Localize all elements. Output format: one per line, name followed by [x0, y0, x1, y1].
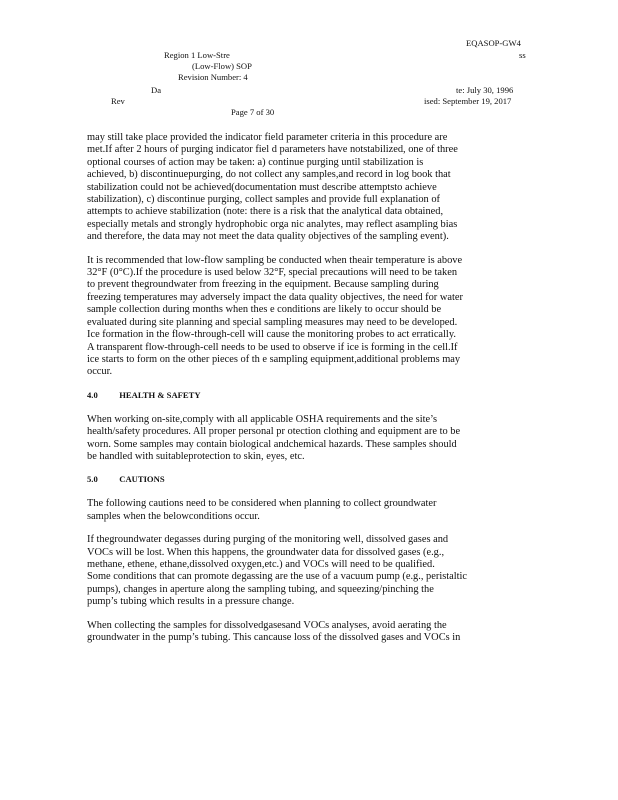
text-line: to prevent thegroundwater from freezing in the equipment. Because sampling during [87, 279, 439, 291]
paragraph-cautions-intro [87, 498, 517, 523]
section-title: CAUTIONS [119, 474, 165, 485]
text-line: and therefore, the data may not meet the data quality objectives of the sampling event). [87, 231, 449, 243]
page-number: Page 7 of 30 [231, 107, 275, 117]
paragraph-osha [87, 414, 517, 464]
text-line: occur. [87, 366, 113, 378]
text-line: stabilization could not be achieved(documentation must describe attemptsto achieve [87, 181, 437, 193]
document-type-line: (Low-Flow) SOP [192, 61, 252, 71]
text-line: optional courses of action may be taken: a) continue purging until stabilization is [87, 156, 424, 168]
text-line: pumps), changes in aperture along the sampling tubing, and squeezing/pinching the [87, 583, 434, 595]
text-line: sample collection during months when thes e conditions are likely to occur should be [87, 304, 442, 316]
text-line: The following cautions need to be considered when planning to collect groundwater [87, 498, 437, 510]
text-line: When working on-site,comply with all applicable OSHA requirements and the site’s [87, 413, 438, 425]
revised-label-left: Rev [111, 96, 125, 106]
text-line: evaluated during site planning and special sampling measures may need to be developed. [87, 316, 458, 328]
text-line: Some conditions that can promote degassing are the use of a vacuum pump (e.g., peristaltic [87, 571, 468, 583]
text-line: methane, ethene, ethane,dissolved oxygen,etc.) and VOCs will need to be qualified. [87, 558, 435, 570]
section-number: 4.0 [87, 389, 98, 400]
text-line: especially metals and strongly hydrophobic orga nic analytes, may reflect asampling bias [87, 218, 458, 230]
document-body [87, 132, 517, 655]
paragraph-degassing [87, 534, 517, 608]
text-line: It is recommended that low-flow sampling be conducted when theair temperature is above [87, 254, 463, 266]
paragraph-air-temperature [87, 255, 517, 379]
text-line: worn. Some samples may contain biological andchemical hazards. These samples should [87, 438, 457, 450]
text-line: pump’s tubing which results in a pressure change. [87, 596, 295, 608]
text-line: achieved, b) discontinuepurging, do not collect any samples,and record in log book that [87, 169, 451, 181]
text-line: health/safety procedures. All proper personal pr otection clothing and equipment are to be [87, 426, 461, 438]
text-line: A transparent flow-through-cell needs to be used to observe if ice is forming in the cell.If [87, 341, 458, 353]
text-line: groundwater in the pump’s tubing. This cancause loss of the dissolved gases and VOCs in [87, 632, 461, 643]
text-line: samples when the belowconditions occur. [87, 510, 260, 522]
region-line: Region 1 Low-Stre [164, 50, 230, 60]
date-label-left: Da [151, 85, 162, 95]
text-line: freezing temperatures may adversely impact the data quality objectives, the need for water [87, 291, 463, 303]
text-line: VOCs will be lost. When this happens, the groundwater data for dissolved gases (e.g., [87, 546, 445, 558]
section-heading-health-safety [87, 390, 517, 400]
section-number: 5.0 [87, 474, 98, 485]
section-title: HEALTH & SAFETY [119, 389, 201, 400]
paragraph-purging-stabilization [87, 132, 517, 244]
text-line: attempts to achieve stabilization (note: there is a risk that the analytical data obtained, [87, 206, 444, 218]
text-line: ice starts to form on the other pieces of th e sampling equipment,additional problems may [87, 353, 461, 365]
document-id: EQASOP-GW4 [466, 38, 521, 48]
revision-number: Revision Number: 4 [178, 72, 248, 82]
text-line: When collecting the samples for dissolvedgasesand VOCs analyses, avoid aerating the [87, 619, 447, 631]
text-line: stabilization), c) discontinue purging, collect samples and provide full explanation of [87, 194, 440, 206]
text-line: If thegroundwater degasses during purging of the monitoring well, dissolved gases and [87, 534, 449, 546]
region-line-end: ss [519, 50, 526, 60]
text-line: may still take place provided the indicator field parameter criteria in this procedure are [87, 132, 448, 143]
revised-date-value: ised: September 19, 2017 [424, 96, 512, 106]
text-line: 32°F (0°C).If the procedure is used below 32°F, special precautions will need to be taken [87, 267, 458, 279]
text-line: met.If after 2 hours of purging indicator fiel d parameters have notstabilized, one of three [87, 144, 458, 156]
section-heading-cautions [87, 474, 517, 484]
date-value: te: July 30, 1996 [456, 85, 514, 95]
text-line: Ice formation in the flow-through-cell will cause the monitoring probes to act erratically. [87, 329, 456, 341]
text-line: be handled with suitableprotection to skin, eyes, etc. [87, 450, 305, 462]
paragraph-aerating [87, 620, 517, 645]
